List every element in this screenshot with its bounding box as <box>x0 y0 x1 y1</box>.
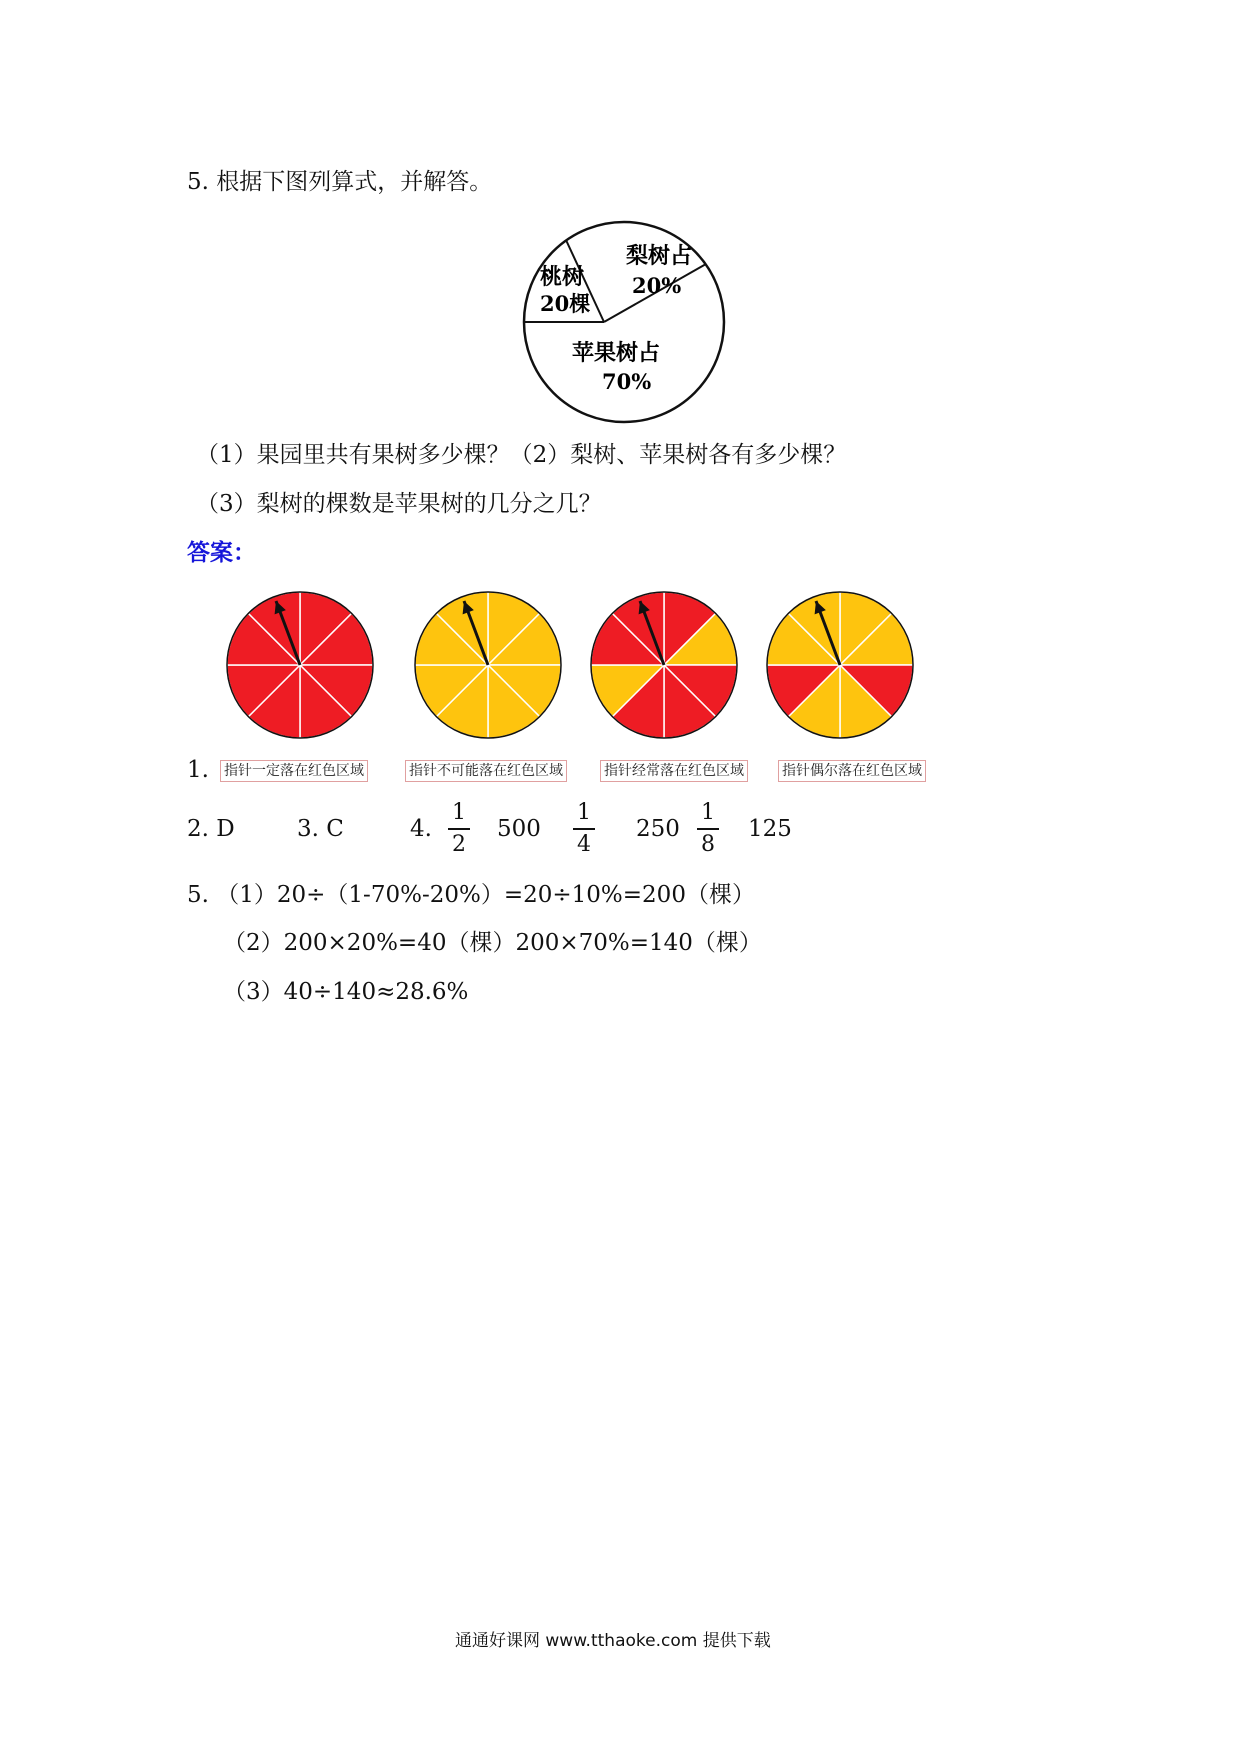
fraction-1 <box>448 800 470 858</box>
spinner-caption-3: 指针经常落在红色区域 <box>600 760 748 782</box>
peach-label-line1: 桃树 <box>540 264 585 290</box>
spinner-4 <box>767 592 913 738</box>
footer-text: 通通好课网 www.tthaoke.com 提供下载 <box>455 1631 771 1651</box>
peach-label-line2: 20棵 <box>540 291 591 316</box>
sub-question-1-2: （1）果园里共有果树多少棵？（2）梨树、苹果树各有多少棵？ <box>196 442 847 468</box>
fraction-2-numerator: 1 <box>577 800 591 825</box>
answer-5-part-3: （3）40÷140≈28.6% <box>223 979 469 1005</box>
spinner-2 <box>415 592 561 738</box>
fraction-2-bar <box>573 828 595 830</box>
question-title: 5. 根据下图列算式，并解答。 <box>187 169 493 195</box>
answer-5-part-2: （2）200×20%=40（棵）200×70%=140（棵） <box>223 930 762 956</box>
fraction-1-bar <box>448 828 470 830</box>
fraction-3-denominator: 8 <box>701 831 715 857</box>
spinner-caption-2: 指针不可能落在红色区域 <box>405 760 567 782</box>
answer-1-number: 1. <box>187 757 209 783</box>
apple-label-line2: 70% <box>602 369 652 394</box>
spinner-caption-1: 指针一定落在红色区域 <box>220 760 368 782</box>
fraction-1-numerator: 1 <box>452 800 466 825</box>
sub-question-3: （3）梨树的棵数是苹果树的几分之几？ <box>196 491 602 517</box>
spinner-3 <box>591 592 737 738</box>
answer-4-value-1: 500 <box>497 816 541 842</box>
spinner-caption-4: 指针偶尔落在红色区域 <box>778 760 926 782</box>
apple-label-line1: 苹果树占 <box>572 340 661 366</box>
pear-label-line2: 20% <box>632 273 682 298</box>
fraction-3-numerator: 1 <box>701 800 715 825</box>
answer-4-number: 4. <box>410 816 432 842</box>
orchard-pie-chart <box>520 218 728 426</box>
pear-label-line1: 梨树占 <box>626 243 693 269</box>
spinner-row <box>0 580 1000 750</box>
answer-4-value-3: 125 <box>748 816 792 842</box>
answer-4-value-2: 250 <box>636 816 680 842</box>
fraction-3 <box>697 800 719 858</box>
answer-3: 3. C <box>297 816 344 842</box>
spinner-1 <box>227 592 373 738</box>
answer-2: 2. D <box>187 816 235 842</box>
answer-label: 答案： <box>187 540 256 566</box>
fraction-3-bar <box>697 828 719 830</box>
fraction-1-denominator: 2 <box>452 831 466 857</box>
fraction-2 <box>573 800 595 858</box>
answer-5-part-1: 5. （1）20÷（1-70%-20%）=20÷10%=200（棵） <box>187 882 755 908</box>
fraction-2-denominator: 4 <box>577 831 591 857</box>
